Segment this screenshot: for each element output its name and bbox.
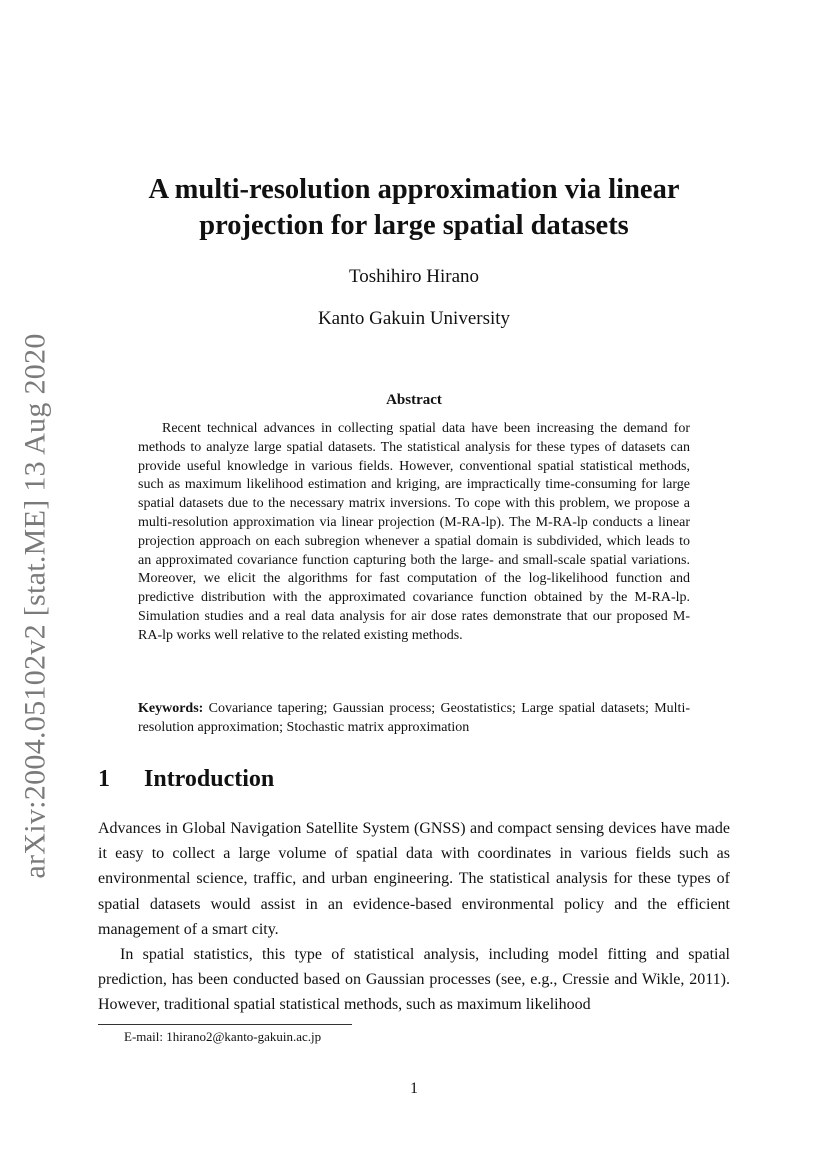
- arxiv-stamp: [4, 333, 68, 879]
- body-paragraph: In spatial statistics, this type of statistical analysis, including model fitting and spatial prediction, has been conducted based on Gaussian processes (see, e.g., Cressie and Wikle, 2011). However, traditional spatial statistical methods, such as maximum likelihood: [98, 946, 730, 1014]
- abstract-text: Recent technical advances in collecting spatial data have been increasing the demand for methods to analyze large spatial datasets. The statistical analysis for these types of datasets can provide useful knowledge in various fields. However, conventional spatial statistical methods, such as maximum likelihood estimation and kriging, are impractically time-consuming for large spatial datasets due to the necessary matrix inversions. To cope with this problem, we propose a multi-resolution approximation via linear projection (M-RA-lp). The M-RA-lp conducts a linear projection approach on each subregion whenever a spatial domain is subdivided, which leads to an approximated covariance function capturing both the large- and small-scale spatial variations. Moreover, we elicit the algorithms for fast computation of the log-likelihood function and predictive distribution with the approximated covariance function obtained by the M-RA-lp. Simulation studies and a real data analysis for air dose rates demonstrate that our proposed M-RA-lp works well relative to the related existing methods.: [138, 421, 690, 643]
- arxiv-stamp-text: arXiv:2004.05102v2 [stat.ME] 13 Aug 2020: [19, 333, 53, 879]
- title-line-2: projection for large spatial datasets: [199, 210, 629, 241]
- footnote-email: E-mail: 1hirano2@kanto-gakuin.ac.jp: [124, 1029, 322, 1044]
- author-affiliation: Kanto Gakuin University: [317, 308, 511, 329]
- section-number: 1: [98, 766, 110, 792]
- paper-title: [98, 172, 730, 244]
- page-number: 1: [410, 1080, 418, 1097]
- keywords-text: Covariance tapering; Gaussian process; Geostatistics; Large spatial datasets; Multi-resolution approximation; Stochastic matrix approximation: [138, 701, 691, 735]
- author-name: Toshihiro Hirano: [348, 266, 480, 287]
- keywords: [138, 700, 690, 738]
- footnote-divider: [98, 1024, 352, 1025]
- keywords-label: Keywords:: [138, 701, 204, 716]
- body-paragraph: Advances in Global Navigation Satellite System (GNSS) and compact sensing devices have made it easy to collect a large volume of spatial data with coordinates in various fields such as environmental science, traffic, and urban engineering. The statistical analysis for these types of spatial datasets would assist in an evidence-based environmental policy and the efficient management of a smart city.: [98, 820, 730, 938]
- abstract-heading: Abstract: [386, 392, 442, 408]
- section-heading: [98, 766, 274, 793]
- title-line-1: A multi-resolution approximation via linear: [148, 174, 680, 205]
- section-title: Introduction: [144, 766, 275, 792]
